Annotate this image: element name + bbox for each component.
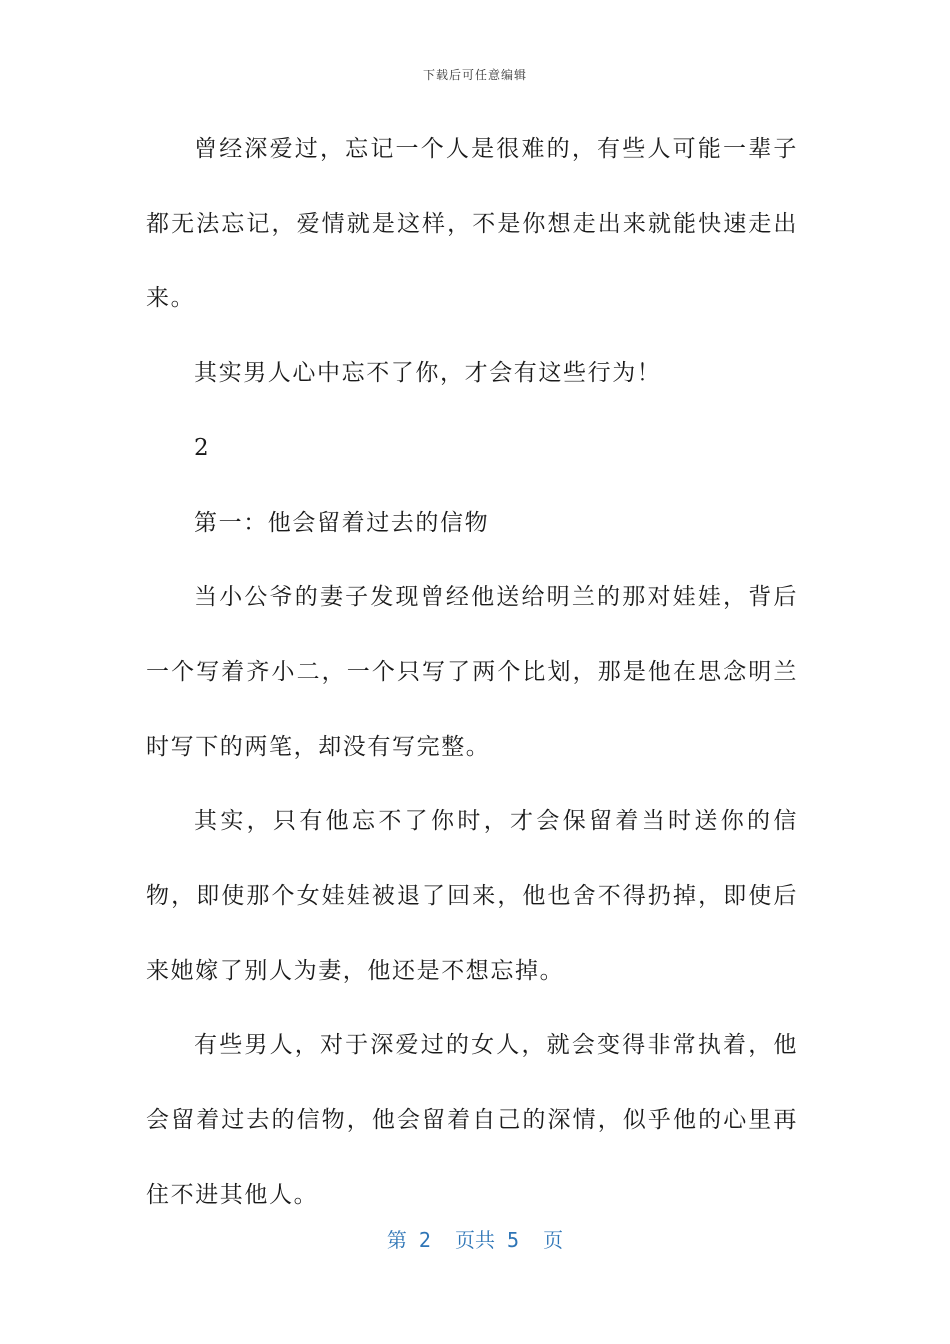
section-number: 2 <box>194 434 211 461</box>
paragraph: 曾经深爱过，忘记一个人是很难的，有些人可能一辈子都无法忘记，爱情就是这样，不是你想走出来就能快速走出来。 <box>146 136 798 312</box>
section-heading: 第一：他会留着过去的信物 <box>194 509 490 536</box>
paragraph: 其实，只有他忘不了你时，才会保留着当时送你的信物，即使那个女娃娃被退了回来，他也舍不得扔掉，即使后来她嫁了别人为妻，他还是不想忘掉。 <box>146 808 798 984</box>
paragraph: 有些男人，对于深爱过的女人，就会变得非常执着，他会留着过去的信物，他会留着自己的深情，似乎他的心里再住不进其他人。 <box>146 1032 798 1208</box>
page-footer: 第 2 页共 5 页 <box>386 1228 564 1252</box>
paragraph: 其实男人心中忘不了你，才会有这些行为！ <box>194 360 662 387</box>
paragraph: 当小公爷的妻子发现曾经他送给明兰的那对娃娃，背后一个写着齐小二，一个只写了两个比划，那是他在思念明兰时写下的两笔，却没有写完整。 <box>146 584 798 760</box>
document-body <box>146 112 798 1233</box>
page-header: 下载后可任意编辑 <box>422 68 527 82</box>
